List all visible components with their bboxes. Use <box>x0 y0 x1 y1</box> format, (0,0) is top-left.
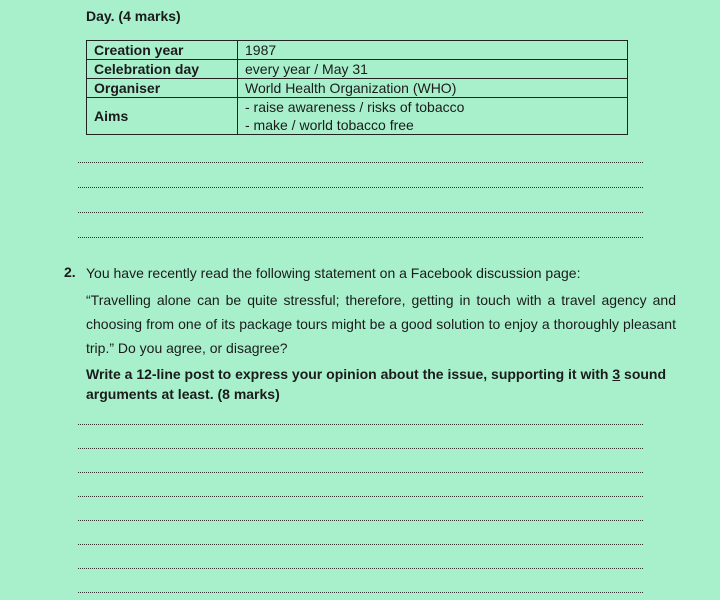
answer-line[interactable] <box>78 448 643 449</box>
answer-line[interactable] <box>78 496 643 497</box>
row-value-celebration-day: every year / May 31 <box>238 60 628 79</box>
aim-item: - make / world tobacco free <box>245 117 414 133</box>
question-2-quote: “Travelling alone can be quite stressful; therefore, getting in touch with a travel agency and choosing from one of its package tours might be a good solution to enjoy a thoroughly pleasant trip.” Do you agree, or disagree? <box>86 292 676 356</box>
answer-line[interactable] <box>78 187 643 188</box>
row-label-creation-year: Creation year <box>87 41 238 60</box>
row-label-aims: Aims <box>87 98 238 135</box>
row-value-aims <box>238 98 628 135</box>
row-label-organiser: Organiser <box>87 79 238 98</box>
question-2-body <box>86 264 676 404</box>
answer-line[interactable] <box>78 237 643 238</box>
table-row <box>87 41 628 60</box>
row-label-celebration-day: Celebration day <box>87 60 238 79</box>
world-no-tobacco-day-table <box>86 40 628 135</box>
table-row <box>87 98 628 135</box>
question-2-instruction <box>86 364 676 404</box>
answer-line[interactable] <box>78 568 643 569</box>
table-row <box>87 60 628 79</box>
answer-line[interactable] <box>78 520 643 521</box>
answer-line[interactable] <box>78 162 643 163</box>
aim-item: - raise awareness / risks of tobacco <box>245 99 465 115</box>
question-1-heading-fragment: Day. (4 marks) <box>86 8 181 24</box>
row-value-creation-year: 1987 <box>238 41 628 60</box>
instruction-text: sound arguments at least. (8 marks) <box>86 366 667 402</box>
row-value-organiser: World Health Organization (WHO) <box>238 79 628 98</box>
question-2-lead: You have recently read the following statement on a Facebook discussion page: <box>86 265 581 281</box>
answer-line[interactable] <box>78 472 643 473</box>
answer-line[interactable] <box>78 592 643 593</box>
answer-line[interactable] <box>78 544 643 545</box>
answer-line[interactable] <box>78 212 643 213</box>
answer-line[interactable] <box>78 424 643 425</box>
instruction-text: Write a 12-line post to express your opinion about the issue, supporting it with <box>86 366 613 382</box>
question-number: 2. <box>64 264 76 280</box>
table-row <box>87 79 628 98</box>
instruction-number: 3 <box>612 366 621 382</box>
